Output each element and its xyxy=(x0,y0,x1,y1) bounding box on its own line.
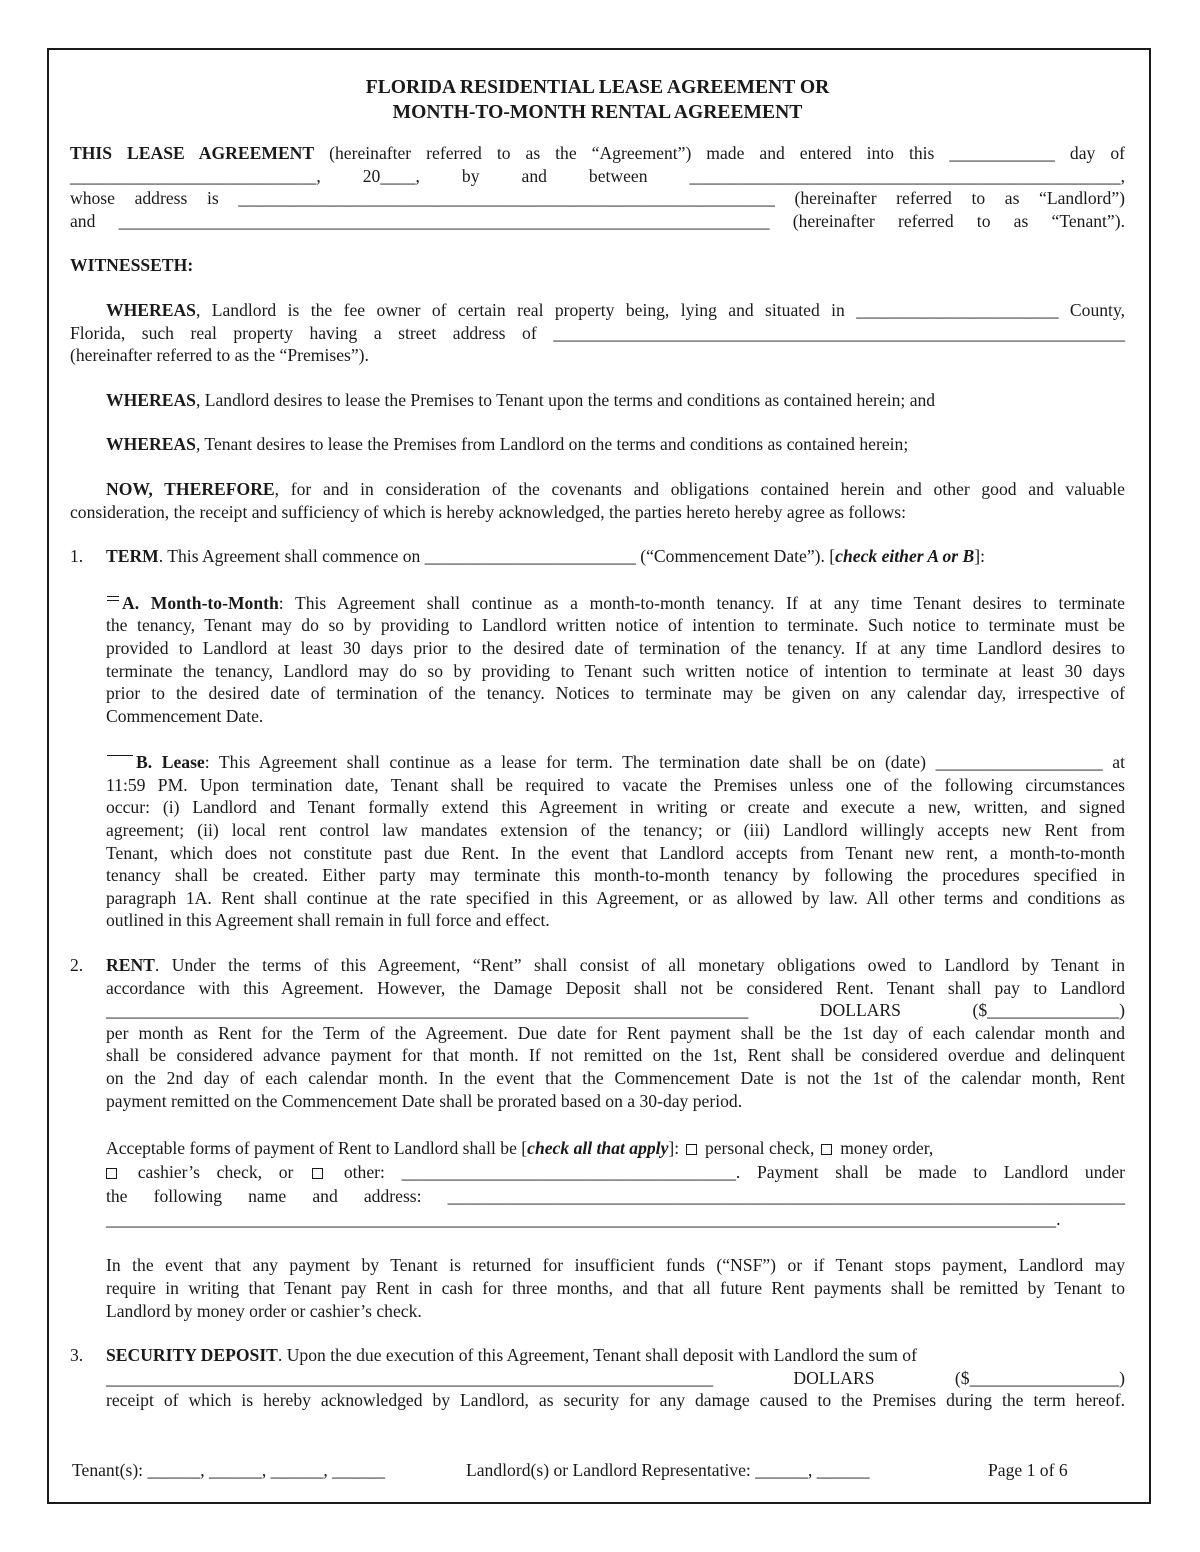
payment-text-b: ]: xyxy=(668,1138,680,1159)
personal-check-checkbox[interactable] xyxy=(686,1144,697,1155)
option-a-label: A. Month-to-Month xyxy=(122,592,279,613)
section-2-line-6: on the 2nd day of each calendar month. In the event that the Commencement Date is not the 1st of the calendar month, Rent xyxy=(106,1068,1125,1088)
section-2-line-3: _________________________________________________________________________ DOLLARS ($_______________) xyxy=(106,1000,1125,1021)
whereas-3-heading: WHEREAS xyxy=(106,434,196,455)
section-3-number: 3. xyxy=(70,1345,84,1366)
option-b-line-2: 11:59 PM. Upon termination date, Tenant shall be required to vacate the Premises unless one of the following circumstances xyxy=(106,774,1125,795)
footer-tenant-initials: Tenant(s): ______, ______, ______, ______ xyxy=(72,1460,385,1480)
section-2-line-2: accordance with this Agreement. However, the Damage Deposit shall not be considered Rent. Tenant shall pay to Landlord xyxy=(106,977,1125,998)
section-2-line-4: per month as Rent for the Term of the Agreement. Due date for Rent payment shall be the 1st day of each calendar month and xyxy=(106,1022,1125,1043)
whereas-2-text: , Landlord desires to lease the Premises to Tenant upon the terms and conditions as contained herein; and xyxy=(195,389,936,410)
whereas-1-line-3: (hereinafter referred to as the “Premises”). xyxy=(70,345,369,366)
section-1-text-a: . This Agreement shall commence on ________________________ (“Commencement Date”). [ xyxy=(158,546,836,567)
now-therefore-paragraph xyxy=(70,478,1125,523)
other-checkbox[interactable] xyxy=(312,1168,323,1179)
section-2-heading: RENT xyxy=(106,955,155,976)
payment-line-3: the following name and address: _____________________________________________________________________________ xyxy=(106,1186,1125,1207)
now-therefore-line-1: , for and in consideration of the covenants and obligations contained herein and other good and valuable xyxy=(274,478,1125,499)
option-b-line-7: paragraph 1A. Rent shall continue at the rate specified in this Agreement, or as allowed by law. All other terms and conditions as xyxy=(106,887,1125,908)
now-therefore-heading: NOW, THEREFORE xyxy=(106,478,275,499)
option-a-line-2: the tenancy, Tenant may do so by providing to Landlord written notice of intention to terminate. Such notice to terminate must be xyxy=(106,615,1125,636)
intro-line-4: and __________________________________________________________________________ (hereinafter referred to as “Tenant”). xyxy=(70,210,1125,231)
option-b-line-3: occur: (i) Landlord and Tenant formally extend this Agreement in writing or create and execute a new, written, and signed xyxy=(106,797,1125,818)
whereas-3-paragraph xyxy=(70,433,1125,456)
intro-line-3: whose address is _____________________________________________________________ (hereinafter referred to as “Landlord”) xyxy=(70,188,1125,209)
cashiers-check-checkbox[interactable] xyxy=(106,1168,117,1179)
whereas-1-line-1: , Landlord is the fee owner of certain real property being, lying and situated in _______________________ County, xyxy=(195,299,1125,320)
option-a-line-3: provided to Landlord at least 30 days prior to the desired date of termination of the tenancy. If at any time Landlord desires to xyxy=(106,637,1125,658)
nsf-line-3: Landlord by money order or cashier’s check. xyxy=(106,1300,422,1321)
whereas-2-paragraph xyxy=(70,389,1125,412)
cashiers-check-label: cashier’s check, or xyxy=(137,1162,294,1183)
option-b-line-8: outlined in this Agreement shall remain in full force and effect. xyxy=(106,910,550,931)
whereas-2-heading: WHEREAS xyxy=(106,389,196,410)
title-line-2: MONTH-TO-MONTH RENTAL AGREEMENT xyxy=(392,102,803,123)
section-2-rent xyxy=(70,954,1125,1112)
section-3-security-deposit xyxy=(70,1344,1125,1412)
section-3-line-1: . Upon the due execution of this Agreement, Tenant shall deposit with Landlord the sum of xyxy=(277,1345,917,1366)
nsf-line-2: require in writing that Tenant pay Rent in cash for three months, and that all future Rent payments shall be remitted by Tenant to xyxy=(106,1277,1125,1298)
intro-line-1: (hereinafter referred to as the “Agreement”) made and entered into this ____________ day of xyxy=(314,143,1125,163)
option-b-line-5: Tenant, which does not constitute past due Rent. In the event that Landlord accepts from Tenant new rent, a month-to-month xyxy=(106,842,1125,863)
witnesseth-heading: WITNESSETH: xyxy=(70,255,194,276)
section-2-line-5: shall be considered advance payment for that month. If not remitted on the 1st, Rent shall be considered overdue and delinquent xyxy=(106,1045,1125,1066)
option-b-line-1: : This Agreement shall continue as a lease for term. The termination date shall be on (date) ___________________ at xyxy=(204,752,1126,773)
personal-check-label: personal check, xyxy=(704,1138,815,1159)
intro-heading: THIS LEASE AGREEMENT xyxy=(70,143,315,163)
whereas-1-paragraph xyxy=(70,299,1125,367)
payment-instruction: check all that apply xyxy=(527,1138,669,1159)
intro-paragraph xyxy=(70,142,1125,232)
payment-line-4: ____________________________________________________________________________________________________________. xyxy=(106,1208,1061,1229)
whereas-3-text: , Tenant desires to lease the Premises from Landlord on the terms and conditions as contained herein; xyxy=(195,434,909,455)
document-body xyxy=(70,72,1125,1412)
option-b-line-6: tenancy shall be created. Either party may terminate this month-to-month tenancy by following the procedures specified in xyxy=(106,865,1125,886)
nsf-paragraph xyxy=(70,1254,1125,1322)
payment-forms xyxy=(70,1136,1125,1230)
option-a-line-6: Commencement Date. xyxy=(106,705,264,726)
option-a-line-1: : This Agreement shall continue as a month-to-month tenancy. If at any time Tenant desires to terminate xyxy=(278,592,1125,613)
section-2-line-7: payment remitted on the Commencement Date shall be prorated based on a 30-day period. xyxy=(106,1090,743,1111)
section-1-number: 1. xyxy=(70,546,84,567)
section-1-heading: TERM xyxy=(106,546,159,567)
option-a-line-4: terminate the tenancy, Landlord may do so by providing to Tenant such written notice of intention to terminate at least 30 days xyxy=(106,660,1125,681)
option-b-lease xyxy=(70,751,1125,932)
section-1-instruction: check either A or B xyxy=(835,546,975,567)
money-order-checkbox[interactable] xyxy=(821,1144,832,1155)
section-1-term xyxy=(70,545,1125,568)
section-1-text-b: ]: xyxy=(974,546,986,567)
whereas-1-line-2: Florida, such real property having a street address of _________________________________________________________________ xyxy=(70,322,1125,343)
document-title xyxy=(70,75,1125,125)
footer-page-number: Page 1 of 6 xyxy=(988,1460,1068,1480)
whereas-1-heading: WHEREAS xyxy=(106,299,196,320)
section-2-number: 2. xyxy=(70,955,84,976)
other-label: other: ______________________________________. Payment shall be made to Landlord under xyxy=(343,1162,1125,1183)
now-therefore-line-2: consideration, the receipt and sufficiency of which is hereby acknowledged, the parties hereto hereby agree as follows: xyxy=(70,501,907,522)
option-a-line-5: prior to the desired date of termination of the tenancy. Notices to terminate may be given on any calendar day, irrespective of xyxy=(106,683,1125,704)
intro-line-2: ____________________________, 20____, by and between _________________________________________________, xyxy=(70,165,1125,186)
option-b-label: B. Lease xyxy=(136,752,205,773)
footer-landlord-initials: Landlord(s) or Landlord Representative: ______, ______ xyxy=(466,1460,870,1480)
option-a-month-to-month xyxy=(70,592,1125,728)
section-3-heading: SECURITY DEPOSIT xyxy=(106,1345,278,1366)
money-order-label: money order, xyxy=(840,1138,934,1159)
section-3-line-2: _____________________________________________________________________ DOLLARS ($_________________) xyxy=(106,1367,1125,1388)
section-2-line-1: . Under the terms of this Agreement, “Rent” shall consist of all monetary obligations owed to Landlord by Tenant in xyxy=(154,955,1125,976)
section-3-line-3: receipt of which is hereby acknowledged by Landlord, as security for any damage caused to the Premises during the term hereof. xyxy=(106,1390,1125,1411)
title-line-1: FLORIDA RESIDENTIAL LEASE AGREEMENT OR xyxy=(365,77,830,98)
option-b-line-4: agreement; (ii) local rent control law mandates extension of the tenancy; or (iii) Landlord willingly accepts new Rent from xyxy=(106,820,1125,841)
payment-text-a: Acceptable forms of payment of Rent to Landlord shall be [ xyxy=(106,1138,528,1159)
nsf-line-1: In the event that any payment by Tenant is returned for insufficient funds (“NSF”) or if Tenant stops payment, Landlord may xyxy=(106,1255,1125,1276)
